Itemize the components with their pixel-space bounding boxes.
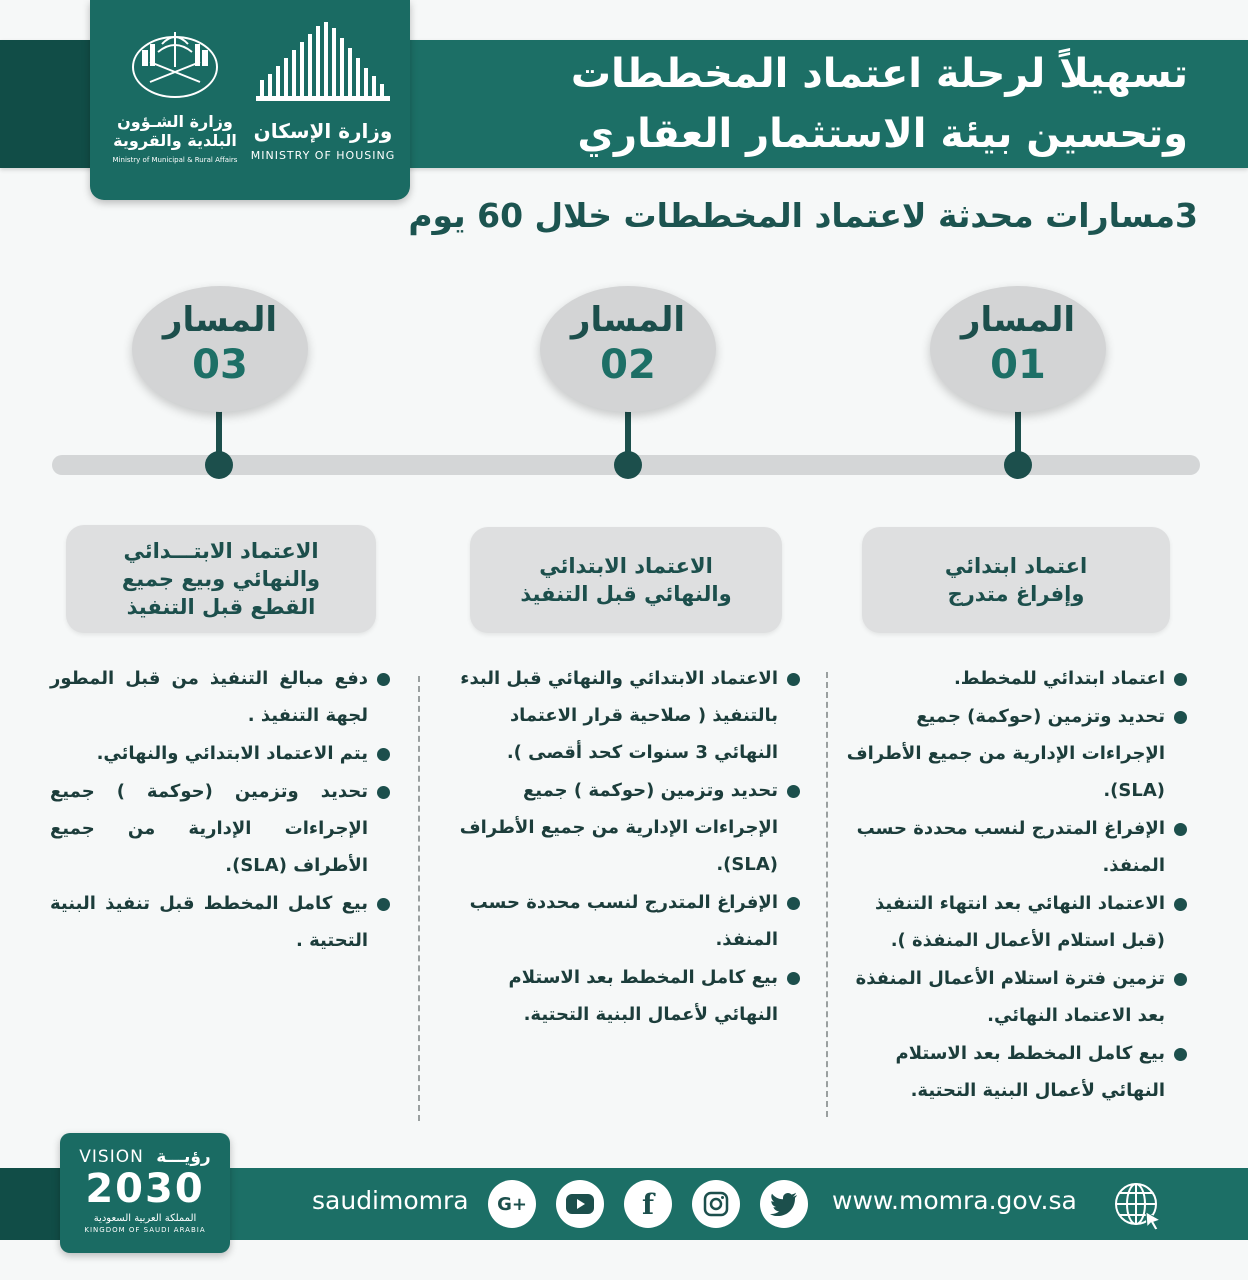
kingdom-ar: المملكة العربية السعودية (93, 1213, 197, 1224)
title-line-2: وتحسين بيئة الاستثمار العقاري (577, 111, 1188, 157)
twitter-icon[interactable] (760, 1180, 808, 1228)
column-divider (418, 676, 420, 1121)
momra-name-line2: البلدية والقروية (113, 131, 237, 150)
list-item: تحديد وتزمين (حوكمة ) جميع الإجراءات الإدارية من جميع الأطراف (SLA). (50, 773, 390, 884)
list-item: بيع كامل المخطط بعد الاستلام النهائي لأعمال البنية التحتية. (455, 959, 800, 1033)
card-line: الاعتماد الابتدائي (539, 554, 713, 578)
footer-band-accent (0, 1168, 60, 1240)
track-card-02 (470, 527, 782, 633)
track-label: المسار (570, 300, 686, 340)
list-item: تزمين فترة استلام الأعمال المنفذة بعد الاعتماد النهائي. (845, 960, 1187, 1034)
list-item: تحديد وتزمين (حوكمة) جميع الإجراءات الإدارية من جميع الأطراف (SLA). (845, 698, 1187, 809)
momra-logo (110, 22, 240, 192)
header-band-accent (0, 40, 90, 168)
facebook-label: f (641, 1187, 655, 1221)
track-number: 02 (600, 342, 656, 388)
subtitle: 3مسارات محدثة لاعتماد المخططات خلال 60 يوم (408, 196, 1198, 235)
vision-en: VISION (79, 1147, 144, 1167)
list-item: اعتماد ابتدائي للمخطط. (845, 660, 1187, 697)
momra-name-line1: وزارة الشـؤون (117, 112, 233, 131)
card-line: وإفراغ متدرج (947, 582, 1085, 606)
vision-ar: رؤيـــة (156, 1147, 211, 1167)
track-card-03 (66, 525, 376, 633)
list-item: دفع مبالغ التنفيذ من قبل المطور لجهة التنفيذ . (50, 660, 390, 734)
google-plus-icon[interactable] (488, 1180, 536, 1228)
list-item: الاعتماد النهائي بعد انتهاء التنفيذ (قبل استلام الأعمال المنفذة ). (845, 885, 1187, 959)
column-divider (826, 672, 828, 1117)
timeline-dot-01 (1004, 451, 1032, 479)
timeline-dot-02 (614, 451, 642, 479)
google-plus-label: G+ (497, 1193, 527, 1215)
list-item: الإفراغ المتدرج لنسب محددة حسب المنفذ. (455, 884, 800, 958)
housing-name-en: MINISTRY OF HOUSING (250, 149, 396, 162)
card-line: الاعتماد الابتـــدائي (123, 539, 319, 563)
timeline-dot-03 (205, 451, 233, 479)
card-line: والنهائي قبل التنفيذ (520, 582, 732, 606)
logos-panel (90, 0, 410, 200)
list-item: الاعتماد الابتدائي والنهائي قبل البدء بالتنفيذ ( صلاحية قرار الاعتماد النهائي 3 سنوات كحد أقصى ). (455, 660, 800, 771)
track-bubble-01 (930, 286, 1106, 412)
housing-emblem-icon (248, 18, 398, 113)
track-card-01 (862, 527, 1170, 633)
title-line-1: تسهيلاً لرحلة اعتماد المخططات (570, 51, 1188, 97)
track-label: المسار (960, 300, 1076, 340)
instagram-icon[interactable] (692, 1180, 740, 1228)
card-line: القطع قبل التنفيذ (126, 595, 316, 619)
track-bubble-03 (132, 286, 308, 412)
list-item: بيع كامل المخطط قبل تنفيذ البنية التحتية . (50, 885, 390, 959)
globe-icon[interactable] (1112, 1180, 1164, 1232)
vision-year: 2030 (85, 1166, 205, 1212)
card-line: اعتماد ابتدائي (944, 554, 1088, 578)
youtube-icon[interactable] (556, 1180, 604, 1228)
track-label: المسار (162, 300, 278, 340)
housing-name-ar: وزارة الإسكان (253, 119, 393, 143)
social-handle[interactable]: saudimomra (312, 1186, 469, 1215)
track-number: 03 (192, 342, 248, 388)
list-item: يتم الاعتماد الابتدائي والنهائي. (50, 735, 390, 772)
track-bubble-02 (540, 286, 716, 412)
momra-emblem-icon (110, 22, 240, 102)
housing-logo (248, 18, 398, 193)
list-item: تحديد وتزمين (حوكمة ) جميع الإجراءات الإدارية من جميع الأطراف (SLA). (455, 772, 800, 883)
track-01-bullets (845, 660, 1187, 1110)
list-item: بيع كامل المخطط بعد الاستلام النهائي لأعمال البنية التحتية. (845, 1035, 1187, 1109)
track-02-bullets (455, 660, 800, 1034)
track-number: 01 (990, 342, 1046, 388)
list-item: الإفراغ المتدرج لنسب محددة حسب المنفذ. (845, 810, 1187, 884)
track-03-bullets (50, 660, 390, 960)
facebook-icon[interactable] (624, 1180, 672, 1228)
kingdom-en: KINGDOM OF SAUDI ARABIA (84, 1226, 206, 1234)
vision-2030-logo (60, 1133, 230, 1253)
momra-name-en: Ministry of Municipal & Rural Affairs (112, 156, 238, 164)
card-line: والنهائي وبيع جميع (121, 567, 321, 591)
website-link[interactable]: www.momra.gov.sa (832, 1186, 1077, 1215)
page-title (468, 44, 1188, 164)
